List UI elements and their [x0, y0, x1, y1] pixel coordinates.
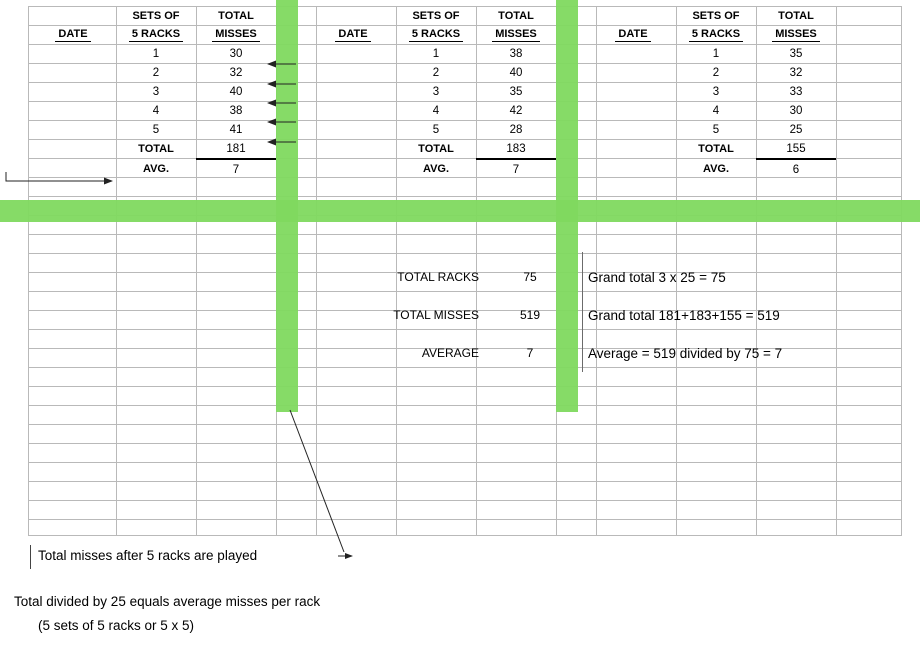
table-row [590, 63, 836, 82]
footer-caption-line1: Total divided by 25 equals average misses per rack [14, 594, 321, 609]
avg-label: AVG. [142, 163, 170, 175]
log-block-3 [590, 6, 836, 179]
table-row [30, 63, 276, 82]
header-sets-line1: SETS OF [132, 9, 180, 22]
summary-row-total-racks [310, 258, 580, 296]
table-row [310, 63, 556, 82]
arrow-caption: Total misses after 5 racks are played [38, 548, 258, 563]
table-row-avg [30, 159, 276, 179]
log-block-2 [310, 6, 556, 179]
misses-value: 32 [229, 66, 243, 79]
set-number: 3 [432, 85, 440, 98]
misses-value: 25 [789, 123, 803, 136]
notes-divider [582, 252, 583, 372]
set-number: 5 [432, 123, 440, 136]
set-number: 1 [712, 47, 720, 60]
header-sets-line2: 5 RACKS [116, 25, 196, 44]
set-number: 1 [152, 47, 160, 60]
header-date: DATE [590, 25, 676, 44]
table-row-total [590, 139, 836, 159]
header-total-line1: TOTAL [498, 9, 534, 22]
avg-value: 6 [792, 163, 800, 176]
header-sets-line2: 5 RACKS [396, 25, 476, 44]
misses-value: 40 [229, 85, 243, 98]
table-header-top [30, 6, 276, 25]
table-header-bottom [30, 25, 276, 44]
table-row [30, 44, 276, 63]
avg-value: 7 [232, 163, 240, 176]
avg-label: AVG. [702, 163, 730, 175]
total-label: TOTAL [418, 143, 454, 155]
misses-value: 32 [789, 66, 803, 79]
table-header-bottom [590, 25, 836, 44]
total-value: 181 [196, 139, 276, 159]
header-date-blank [30, 6, 116, 25]
set-number: 5 [712, 123, 720, 136]
summary-value: 519 [519, 308, 541, 322]
log-table-1 [30, 6, 276, 179]
table-row [590, 101, 836, 120]
misses-value: 30 [789, 104, 803, 117]
misses-value: 41 [229, 123, 243, 136]
log-block-1 [30, 6, 276, 179]
table-row [590, 44, 836, 63]
caption-marker [30, 545, 31, 569]
misses-value: 38 [509, 47, 523, 60]
header-total-line1: TOTAL [218, 9, 254, 22]
table-row-avg [590, 159, 836, 179]
note-average: Average = 519 divided by 75 = 7 [588, 345, 783, 361]
set-number: 4 [432, 104, 440, 117]
misses-value: 35 [509, 85, 523, 98]
table-header-top [310, 6, 556, 25]
note-grand-total-racks: Grand total 3 x 25 = 75 [588, 269, 726, 285]
misses-value: 33 [789, 85, 803, 98]
total-label: TOTAL [698, 143, 734, 155]
set-number: 2 [152, 66, 160, 79]
note-grand-total-misses: Grand total 181+183+155 = 519 [588, 307, 780, 323]
summary-value: 75 [523, 270, 537, 284]
total-label: TOTAL [138, 143, 174, 155]
table-row [30, 101, 276, 120]
header-total-line2: MISSES [476, 25, 556, 44]
misses-value: 40 [509, 66, 523, 79]
log-table-2 [310, 6, 556, 179]
set-number: 1 [432, 47, 440, 60]
summary-table [310, 258, 580, 372]
table-row [310, 44, 556, 63]
highlight-band-horizontal [0, 200, 920, 222]
set-number: 5 [152, 123, 160, 136]
header-date: DATE [30, 25, 116, 44]
set-number: 3 [712, 85, 720, 98]
set-number: 2 [432, 66, 440, 79]
misses-value: 42 [509, 104, 523, 117]
notes-panel [588, 258, 888, 372]
avg-value: 7 [512, 163, 520, 176]
table-header-bottom [310, 25, 556, 44]
summary-value: 7 [526, 346, 534, 360]
summary-label: TOTAL RACKS [397, 270, 479, 284]
header-total-line2: MISSES [196, 25, 276, 44]
table-row [590, 82, 836, 101]
summary-label: TOTAL MISSES [393, 308, 479, 322]
table-row-avg [310, 159, 556, 179]
set-number: 2 [712, 66, 720, 79]
summary-row-average [310, 334, 580, 372]
total-value: 183 [476, 139, 556, 159]
table-header-top [590, 6, 836, 25]
header-sets-line2: 5 RACKS [676, 25, 756, 44]
footer-caption-line2: (5 sets of 5 racks or 5 x 5) [38, 618, 195, 633]
misses-value: 35 [789, 47, 803, 60]
table-row-total [310, 139, 556, 159]
table-row-total [30, 139, 276, 159]
log-table-3 [590, 6, 836, 179]
header-total-line2: MISSES [756, 25, 836, 44]
set-number: 4 [152, 104, 160, 117]
table-row [310, 101, 556, 120]
summary-row-total-misses [310, 296, 580, 334]
header-date-blank [310, 6, 396, 25]
summary-label: AVERAGE [421, 346, 479, 360]
header-date: DATE [310, 25, 396, 44]
total-value: 155 [756, 139, 836, 159]
set-number: 4 [712, 104, 720, 117]
misses-value: 28 [509, 123, 523, 136]
table-row [30, 120, 276, 139]
misses-value: 30 [229, 47, 243, 60]
avg-label: AVG. [422, 163, 450, 175]
header-sets-line1: SETS OF [692, 9, 740, 22]
table-row [590, 120, 836, 139]
table-row [30, 82, 276, 101]
header-total-line1: TOTAL [778, 9, 814, 22]
misses-value: 38 [229, 104, 243, 117]
header-date-blank [590, 6, 676, 25]
set-number: 3 [152, 85, 160, 98]
header-sets-line1: SETS OF [412, 9, 460, 22]
table-row [310, 82, 556, 101]
table-row [310, 120, 556, 139]
